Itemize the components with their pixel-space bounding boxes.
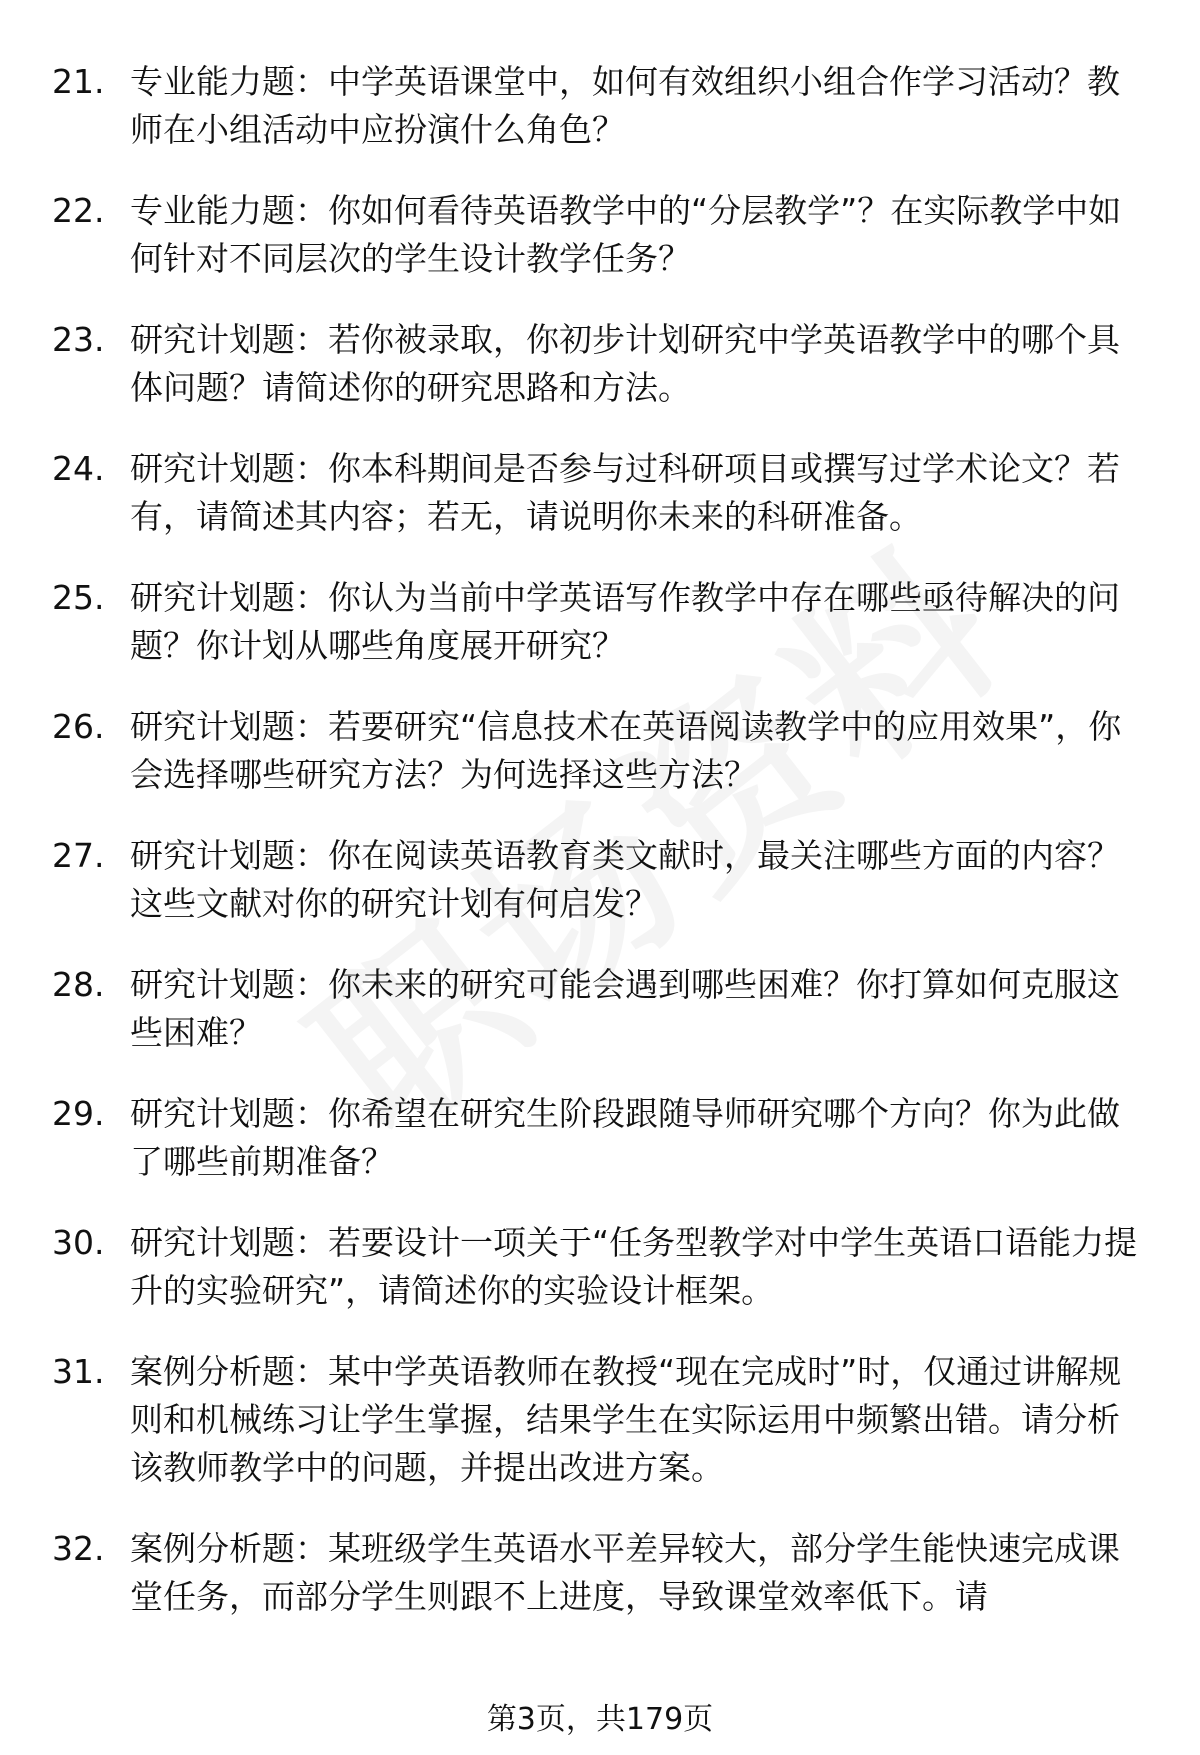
question-number: 22. xyxy=(52,191,105,230)
list-item xyxy=(52,1348,1152,1492)
list-item xyxy=(52,58,1152,154)
question-number: 30. xyxy=(52,1223,105,1262)
question-text: 研究计划题：你认为当前中学英语写作教学中存在哪些亟待解决的问题？你计划从哪些角度展开研究？ xyxy=(130,578,1120,665)
list-item xyxy=(52,1525,1152,1621)
question-number: 32. xyxy=(52,1529,105,1568)
question-number: 31. xyxy=(52,1352,105,1391)
question-text: 研究计划题：若你被录取，你初步计划研究中学英语教学中的哪个具体问题？请简述你的研究思路和方法。 xyxy=(130,320,1120,407)
question-text: 专业能力题：中学英语课堂中，如何有效组织小组合作学习活动？教师在小组活动中应扮演什么角色？ xyxy=(130,62,1120,149)
list-item xyxy=(52,445,1152,541)
page-number: 第3页，共179页 xyxy=(486,1702,714,1737)
question-list xyxy=(52,58,1152,1654)
question-number: 27. xyxy=(52,836,105,875)
question-number: 25. xyxy=(52,578,105,617)
list-item xyxy=(52,703,1152,799)
list-item xyxy=(52,574,1152,670)
question-number: 24. xyxy=(52,449,105,488)
question-text: 案例分析题：某班级学生英语水平差异较大，部分学生能快速完成课堂任务，而部分学生则跟不上进度，导致课堂效率低下。请 xyxy=(130,1529,1120,1616)
list-item xyxy=(52,316,1152,412)
list-item xyxy=(52,832,1152,928)
question-text: 研究计划题：若要研究“信息技术在英语阅读教学中的应用效果”，你会选择哪些研究方法？为何选择这些方法？ xyxy=(130,707,1122,794)
question-number: 28. xyxy=(52,965,105,1004)
question-text: 研究计划题：你未来的研究可能会遇到哪些困难？你打算如何克服这些困难？ xyxy=(130,965,1120,1052)
question-number: 26. xyxy=(52,707,105,746)
question-number: 23. xyxy=(52,320,105,359)
question-text: 专业能力题：你如何看待英语教学中的“分层教学”？在实际教学中如何针对不同层次的学生设计教学任务？ xyxy=(130,191,1122,278)
question-number: 21. xyxy=(52,62,105,101)
question-text: 研究计划题：你希望在研究生阶段跟随导师研究哪个方向？你为此做了哪些前期准备？ xyxy=(130,1094,1120,1181)
list-item xyxy=(52,187,1152,283)
question-text: 研究计划题：若要设计一项关于“任务型教学对中学生英语口语能力提升的实验研究”，请简述你的实验设计框架。 xyxy=(130,1223,1138,1310)
list-item xyxy=(52,961,1152,1057)
list-item xyxy=(52,1219,1152,1315)
question-number: 29. xyxy=(52,1094,105,1133)
list-item xyxy=(52,1090,1152,1186)
question-text: 案例分析题：某中学英语教师在教授“现在完成时”时，仅通过讲解规则和机械练习让学生掌握，结果学生在实际运用中频繁出错。请分析该教师教学中的问题，并提出改进方案。 xyxy=(130,1352,1122,1487)
question-text: 研究计划题：你在阅读英语教育类文献时，最关注哪些方面的内容？这些文献对你的研究计划有何启发？ xyxy=(130,836,1120,923)
question-text: 研究计划题：你本科期间是否参与过科研项目或撰写过学术论文？若有，请简述其内容；若无，请说明你未来的科研准备。 xyxy=(130,449,1120,536)
